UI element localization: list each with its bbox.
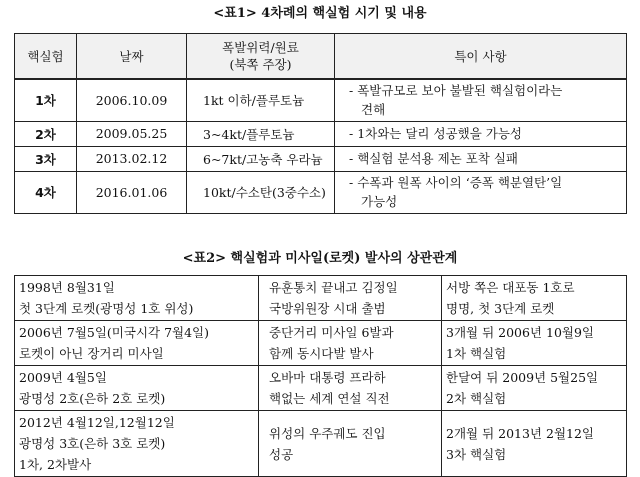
table-row — [15, 146, 627, 171]
cell-line: 3차 핵실험 — [446, 446, 507, 462]
table-row — [15, 171, 627, 213]
row-note-line1: - 1차와는 달리 성공했을 가능성 — [349, 126, 522, 141]
row-round: 4차 — [15, 171, 77, 213]
cell-line: 2차 핵실험 — [446, 391, 507, 406]
context-cell — [259, 276, 442, 321]
cell-line: 위성의 우주궤도 진입 — [269, 425, 386, 441]
table-row — [15, 276, 627, 321]
header-yield-line2: (북쪽 주장) — [229, 57, 292, 72]
row-note — [335, 171, 627, 213]
row-yield: 3~4kt/플루토늄 — [187, 121, 335, 146]
cell-line: 유훈통치 끝내고 김정일 — [269, 280, 398, 295]
event-cell — [15, 321, 259, 366]
table-header-row — [15, 34, 627, 80]
row-yield: 1kt 이하/플루토늄 — [187, 79, 335, 121]
event-cell — [15, 411, 259, 477]
cell-line: 광명성 2호(은하 2호 로켓) — [19, 391, 166, 406]
table2-caption: <표2> 핵실험과 미사일(로켓) 발사의 상관관계 — [182, 251, 458, 266]
row-date: 2006.10.09 — [77, 79, 187, 121]
header-round: 핵실험 — [15, 34, 77, 80]
nuclear-test-table — [14, 33, 627, 214]
cell-line: 2012년 4월12일,12월12일 — [19, 415, 175, 430]
table-row — [15, 121, 627, 146]
row-note — [335, 121, 627, 146]
row-date: 2016.01.06 — [77, 171, 187, 213]
context-cell — [259, 411, 442, 477]
event-cell — [15, 276, 259, 321]
table-row — [15, 411, 627, 477]
cell-line: 서방 쪽은 대포동 1호로 — [446, 280, 575, 295]
table-row — [15, 79, 627, 121]
cell-line: 국방위원장 시대 출범 — [269, 301, 386, 316]
cell-line: 광명성 3호(은하 3호 로켓) — [19, 436, 166, 451]
row-note — [335, 79, 627, 121]
result-cell — [442, 276, 627, 321]
header-yield — [187, 34, 335, 80]
row-round: 3차 — [15, 146, 77, 171]
cell-line: 중단거리 미사일 6발과 — [269, 325, 394, 340]
cell-line: 1998년 8월31일 — [19, 280, 115, 295]
context-cell — [259, 366, 442, 411]
header-date: 날짜 — [77, 34, 187, 80]
row-note-line1: - 폭발규모로 보아 불발된 핵실험이라는 — [349, 83, 563, 99]
cell-line: 한달여 뒤 2009년 5월25일 — [446, 370, 599, 385]
row-note-line1: - 수폭과 원폭 사이의 ‘증폭 핵분열탄’일 — [349, 175, 563, 190]
row-round: 2차 — [15, 121, 77, 146]
cell-line: 함께 동시다발 발사 — [269, 346, 374, 361]
result-cell — [442, 411, 627, 477]
cell-line: 2개월 뒤 2013년 2월12일 — [446, 425, 594, 441]
table-row — [15, 321, 627, 366]
result-cell — [442, 366, 627, 411]
row-note-line1: - 핵실험 분석용 제논 포착 실패 — [349, 151, 518, 166]
cell-line: 2009년 4월5일 — [19, 370, 107, 385]
result-cell — [442, 321, 627, 366]
row-date: 2009.05.25 — [77, 121, 187, 146]
row-note — [335, 146, 627, 171]
event-cell — [15, 366, 259, 411]
header-yield-line1: 폭발위력/원료 — [222, 40, 299, 55]
row-date: 2013.02.12 — [77, 146, 187, 171]
context-cell — [259, 321, 442, 366]
cell-line: 1차, 2차발사 — [19, 457, 92, 472]
row-yield: 10kt/수소탄(3중수소) — [187, 171, 335, 213]
cell-line: 로켓이 아닌 장거리 미사일 — [19, 346, 164, 361]
row-note-line2: 가능성 — [361, 194, 398, 209]
row-yield: 6~7kt/고농축 우라늄 — [187, 146, 335, 171]
row-note-line2: 견해 — [361, 102, 386, 118]
cell-line: 핵없는 세계 연설 직전 — [269, 391, 390, 406]
header-note: 특이 사항 — [335, 34, 627, 80]
cell-line: 1차 핵실험 — [446, 346, 507, 361]
test-missile-correlation-table — [14, 275, 627, 477]
cell-line: 2006년 7월5일(미국시각 7월4일) — [19, 325, 209, 340]
table1-caption: <표1> 4차례의 핵실험 시기 및 내용 — [213, 6, 427, 21]
cell-line: 첫 3단계 로켓(광명성 1호 위성) — [19, 301, 194, 316]
cell-line: 명명, 첫 3단계 로켓 — [446, 301, 555, 316]
cell-line: 3개월 뒤 2006년 10월9일 — [446, 325, 594, 340]
table-row — [15, 366, 627, 411]
cell-line: 오바마 대통령 프라하 — [269, 370, 386, 385]
row-round: 1차 — [15, 79, 77, 121]
cell-line: 성공 — [269, 446, 294, 462]
